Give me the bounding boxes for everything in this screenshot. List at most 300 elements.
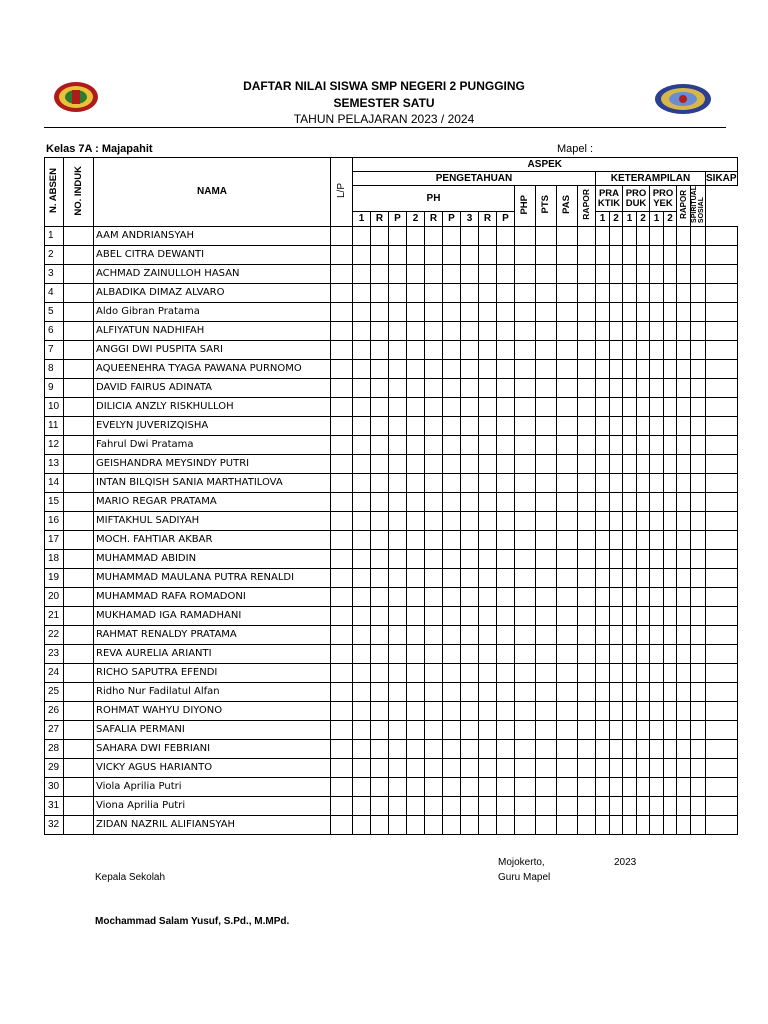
grade-cell[interactable] (637, 777, 650, 796)
grade-cell[interactable] (497, 340, 515, 359)
grade-cell[interactable] (623, 340, 637, 359)
student-induk-cell[interactable] (64, 530, 94, 549)
grade-cell[interactable] (353, 378, 371, 397)
grade-cell[interactable] (706, 644, 738, 663)
grade-cell[interactable] (557, 815, 578, 834)
grade-cell[interactable] (425, 587, 443, 606)
grade-cell[interactable] (497, 625, 515, 644)
grade-cell[interactable] (407, 758, 425, 777)
grade-cell[interactable] (371, 815, 389, 834)
grade-cell[interactable] (371, 777, 389, 796)
grade-cell[interactable] (706, 739, 738, 758)
grade-cell[interactable] (515, 283, 536, 302)
grade-cell[interactable] (691, 530, 706, 549)
grade-cell[interactable] (371, 359, 389, 378)
grade-cell[interactable] (596, 625, 610, 644)
grade-cell[interactable] (425, 264, 443, 283)
grade-cell[interactable] (578, 302, 596, 321)
grade-cell[interactable] (407, 264, 425, 283)
student-induk-cell[interactable] (64, 663, 94, 682)
grade-cell[interactable] (557, 511, 578, 530)
grade-cell[interactable] (677, 777, 691, 796)
grade-cell[interactable] (443, 549, 461, 568)
grade-cell[interactable] (637, 226, 650, 245)
grade-cell[interactable] (461, 473, 479, 492)
grade-cell[interactable] (461, 815, 479, 834)
grade-cell[interactable] (623, 416, 637, 435)
grade-cell[interactable] (497, 283, 515, 302)
grade-cell[interactable] (677, 321, 691, 340)
grade-cell[interactable] (637, 340, 650, 359)
grade-cell[interactable] (443, 815, 461, 834)
grade-cell[interactable] (596, 416, 610, 435)
grade-cell[interactable] (578, 606, 596, 625)
grade-cell[interactable] (407, 340, 425, 359)
grade-cell[interactable] (557, 796, 578, 815)
grade-cell[interactable] (557, 321, 578, 340)
grade-cell[interactable] (479, 815, 497, 834)
grade-cell[interactable] (331, 492, 353, 511)
grade-cell[interactable] (706, 720, 738, 739)
grade-cell[interactable] (389, 796, 407, 815)
student-induk-cell[interactable] (64, 302, 94, 321)
grade-cell[interactable] (389, 283, 407, 302)
grade-cell[interactable] (497, 777, 515, 796)
grade-cell[interactable] (425, 435, 443, 454)
grade-cell[interactable] (610, 568, 623, 587)
grade-cell[interactable] (443, 302, 461, 321)
grade-cell[interactable] (497, 359, 515, 378)
grade-cell[interactable] (664, 739, 677, 758)
grade-cell[interactable] (353, 321, 371, 340)
grade-cell[interactable] (650, 435, 664, 454)
grade-cell[interactable] (353, 226, 371, 245)
grade-cell[interactable] (664, 492, 677, 511)
grade-cell[interactable] (389, 815, 407, 834)
student-induk-cell[interactable] (64, 454, 94, 473)
grade-cell[interactable] (664, 777, 677, 796)
grade-cell[interactable] (443, 321, 461, 340)
grade-cell[interactable] (479, 701, 497, 720)
grade-cell[interactable] (664, 625, 677, 644)
grade-cell[interactable] (677, 815, 691, 834)
student-induk-cell[interactable] (64, 758, 94, 777)
grade-cell[interactable] (706, 416, 738, 435)
grade-cell[interactable] (371, 701, 389, 720)
grade-cell[interactable] (691, 435, 706, 454)
grade-cell[interactable] (610, 302, 623, 321)
grade-cell[interactable] (515, 264, 536, 283)
grade-cell[interactable] (650, 359, 664, 378)
grade-cell[interactable] (497, 226, 515, 245)
grade-cell[interactable] (610, 245, 623, 264)
grade-cell[interactable] (425, 321, 443, 340)
grade-cell[interactable] (596, 359, 610, 378)
grade-cell[interactable] (479, 283, 497, 302)
grade-cell[interactable] (557, 606, 578, 625)
grade-cell[interactable] (515, 492, 536, 511)
grade-cell[interactable] (353, 587, 371, 606)
grade-cell[interactable] (623, 701, 637, 720)
grade-cell[interactable] (677, 587, 691, 606)
grade-cell[interactable] (515, 739, 536, 758)
grade-cell[interactable] (650, 587, 664, 606)
grade-cell[interactable] (461, 568, 479, 587)
grade-cell[interactable] (664, 511, 677, 530)
grade-cell[interactable] (650, 226, 664, 245)
grade-cell[interactable] (353, 796, 371, 815)
grade-cell[interactable] (371, 245, 389, 264)
grade-cell[interactable] (331, 739, 353, 758)
grade-cell[interactable] (479, 568, 497, 587)
grade-cell[interactable] (706, 606, 738, 625)
grade-cell[interactable] (623, 454, 637, 473)
grade-cell[interactable] (407, 644, 425, 663)
grade-cell[interactable] (637, 758, 650, 777)
grade-cell[interactable] (637, 245, 650, 264)
grade-cell[interactable] (389, 245, 407, 264)
grade-cell[interactable] (623, 473, 637, 492)
grade-cell[interactable] (596, 568, 610, 587)
grade-cell[interactable] (691, 492, 706, 511)
grade-cell[interactable] (331, 644, 353, 663)
grade-cell[interactable] (691, 473, 706, 492)
grade-cell[interactable] (706, 435, 738, 454)
grade-cell[interactable] (623, 245, 637, 264)
grade-cell[interactable] (371, 720, 389, 739)
grade-cell[interactable] (596, 302, 610, 321)
grade-cell[interactable] (515, 644, 536, 663)
grade-cell[interactable] (623, 625, 637, 644)
grade-cell[interactable] (443, 720, 461, 739)
grade-cell[interactable] (497, 568, 515, 587)
grade-cell[interactable] (557, 777, 578, 796)
grade-cell[interactable] (637, 473, 650, 492)
grade-cell[interactable] (353, 644, 371, 663)
grade-cell[interactable] (425, 473, 443, 492)
grade-cell[interactable] (536, 682, 557, 701)
grade-cell[interactable] (497, 644, 515, 663)
student-induk-cell[interactable] (64, 549, 94, 568)
grade-cell[interactable] (515, 454, 536, 473)
grade-cell[interactable] (479, 758, 497, 777)
grade-cell[interactable] (610, 606, 623, 625)
grade-cell[interactable] (461, 739, 479, 758)
grade-cell[interactable] (407, 226, 425, 245)
grade-cell[interactable] (578, 226, 596, 245)
grade-cell[interactable] (331, 530, 353, 549)
grade-cell[interactable] (371, 587, 389, 606)
grade-cell[interactable] (371, 264, 389, 283)
grade-cell[interactable] (443, 454, 461, 473)
grade-cell[interactable] (479, 777, 497, 796)
grade-cell[interactable] (331, 815, 353, 834)
grade-cell[interactable] (596, 264, 610, 283)
grade-cell[interactable] (578, 435, 596, 454)
grade-cell[interactable] (515, 701, 536, 720)
grade-cell[interactable] (425, 511, 443, 530)
grade-cell[interactable] (479, 302, 497, 321)
grade-cell[interactable] (610, 701, 623, 720)
grade-cell[interactable] (407, 587, 425, 606)
grade-cell[interactable] (578, 682, 596, 701)
grade-cell[interactable] (536, 625, 557, 644)
grade-cell[interactable] (389, 264, 407, 283)
grade-cell[interactable] (637, 264, 650, 283)
grade-cell[interactable] (331, 283, 353, 302)
grade-cell[interactable] (371, 644, 389, 663)
grade-cell[interactable] (497, 606, 515, 625)
grade-cell[interactable] (706, 682, 738, 701)
grade-cell[interactable] (479, 416, 497, 435)
grade-cell[interactable] (691, 264, 706, 283)
student-induk-cell[interactable] (64, 321, 94, 340)
grade-cell[interactable] (536, 796, 557, 815)
grade-cell[interactable] (650, 663, 664, 682)
grade-cell[interactable] (596, 549, 610, 568)
grade-cell[interactable] (596, 321, 610, 340)
grade-cell[interactable] (407, 283, 425, 302)
grade-cell[interactable] (425, 340, 443, 359)
grade-cell[interactable] (443, 796, 461, 815)
grade-cell[interactable] (461, 340, 479, 359)
grade-cell[interactable] (578, 568, 596, 587)
grade-cell[interactable] (610, 663, 623, 682)
grade-cell[interactable] (706, 340, 738, 359)
grade-cell[interactable] (425, 549, 443, 568)
grade-cell[interactable] (557, 587, 578, 606)
grade-cell[interactable] (691, 815, 706, 834)
grade-cell[interactable] (677, 397, 691, 416)
grade-cell[interactable] (664, 283, 677, 302)
grade-cell[interactable] (664, 796, 677, 815)
grade-cell[interactable] (425, 378, 443, 397)
grade-cell[interactable] (425, 454, 443, 473)
grade-cell[interactable] (677, 682, 691, 701)
grade-cell[interactable] (443, 663, 461, 682)
grade-cell[interactable] (331, 758, 353, 777)
student-induk-cell[interactable] (64, 568, 94, 587)
grade-cell[interactable] (497, 454, 515, 473)
grade-cell[interactable] (425, 777, 443, 796)
grade-cell[interactable] (610, 549, 623, 568)
grade-cell[interactable] (461, 663, 479, 682)
grade-cell[interactable] (650, 568, 664, 587)
grade-cell[interactable] (610, 720, 623, 739)
grade-cell[interactable] (407, 663, 425, 682)
grade-cell[interactable] (461, 416, 479, 435)
grade-cell[interactable] (536, 815, 557, 834)
student-induk-cell[interactable] (64, 397, 94, 416)
grade-cell[interactable] (677, 454, 691, 473)
grade-cell[interactable] (353, 739, 371, 758)
grade-cell[interactable] (623, 606, 637, 625)
grade-cell[interactable] (407, 492, 425, 511)
grade-cell[interactable] (461, 302, 479, 321)
grade-cell[interactable] (371, 340, 389, 359)
grade-cell[interactable] (706, 302, 738, 321)
grade-cell[interactable] (623, 777, 637, 796)
grade-cell[interactable] (596, 435, 610, 454)
grade-cell[interactable] (637, 397, 650, 416)
grade-cell[interactable] (677, 340, 691, 359)
student-induk-cell[interactable] (64, 815, 94, 834)
grade-cell[interactable] (425, 758, 443, 777)
grade-cell[interactable] (443, 473, 461, 492)
grade-cell[interactable] (515, 625, 536, 644)
grade-cell[interactable] (706, 378, 738, 397)
grade-cell[interactable] (443, 701, 461, 720)
grade-cell[interactable] (407, 701, 425, 720)
grade-cell[interactable] (578, 739, 596, 758)
grade-cell[interactable] (557, 454, 578, 473)
grade-cell[interactable] (677, 473, 691, 492)
grade-cell[interactable] (557, 549, 578, 568)
grade-cell[interactable] (353, 511, 371, 530)
grade-cell[interactable] (425, 245, 443, 264)
grade-cell[interactable] (677, 606, 691, 625)
grade-cell[interactable] (425, 644, 443, 663)
grade-cell[interactable] (536, 739, 557, 758)
grade-cell[interactable] (443, 587, 461, 606)
grade-cell[interactable] (479, 511, 497, 530)
grade-cell[interactable] (536, 340, 557, 359)
grade-cell[interactable] (664, 454, 677, 473)
grade-cell[interactable] (497, 397, 515, 416)
grade-cell[interactable] (610, 226, 623, 245)
grade-cell[interactable] (515, 568, 536, 587)
grade-cell[interactable] (664, 226, 677, 245)
grade-cell[interactable] (623, 568, 637, 587)
grade-cell[interactable] (389, 473, 407, 492)
grade-cell[interactable] (479, 492, 497, 511)
grade-cell[interactable] (596, 777, 610, 796)
grade-cell[interactable] (706, 758, 738, 777)
grade-cell[interactable] (536, 587, 557, 606)
grade-cell[interactable] (389, 226, 407, 245)
grade-cell[interactable] (371, 321, 389, 340)
grade-cell[interactable] (331, 606, 353, 625)
grade-cell[interactable] (515, 530, 536, 549)
grade-cell[interactable] (371, 397, 389, 416)
grade-cell[interactable] (425, 397, 443, 416)
grade-cell[interactable] (578, 492, 596, 511)
grade-cell[interactable] (353, 302, 371, 321)
grade-cell[interactable] (637, 796, 650, 815)
grade-cell[interactable] (557, 720, 578, 739)
grade-cell[interactable] (497, 682, 515, 701)
grade-cell[interactable] (479, 682, 497, 701)
grade-cell[interactable] (407, 435, 425, 454)
grade-cell[interactable] (389, 416, 407, 435)
grade-cell[interactable] (536, 720, 557, 739)
grade-cell[interactable] (691, 758, 706, 777)
grade-cell[interactable] (536, 302, 557, 321)
grade-cell[interactable] (677, 796, 691, 815)
grade-cell[interactable] (371, 492, 389, 511)
grade-cell[interactable] (461, 283, 479, 302)
grade-cell[interactable] (443, 530, 461, 549)
grade-cell[interactable] (623, 663, 637, 682)
grade-cell[interactable] (557, 226, 578, 245)
grade-cell[interactable] (353, 264, 371, 283)
grade-cell[interactable] (677, 245, 691, 264)
student-induk-cell[interactable] (64, 416, 94, 435)
grade-cell[interactable] (637, 606, 650, 625)
grade-cell[interactable] (677, 758, 691, 777)
student-induk-cell[interactable] (64, 796, 94, 815)
grade-cell[interactable] (353, 454, 371, 473)
grade-cell[interactable] (443, 758, 461, 777)
grade-cell[interactable] (557, 568, 578, 587)
grade-cell[interactable] (578, 359, 596, 378)
grade-cell[interactable] (443, 625, 461, 644)
grade-cell[interactable] (461, 796, 479, 815)
grade-cell[interactable] (331, 321, 353, 340)
grade-cell[interactable] (479, 378, 497, 397)
grade-cell[interactable] (389, 739, 407, 758)
grade-cell[interactable] (557, 530, 578, 549)
grade-cell[interactable] (536, 264, 557, 283)
grade-cell[interactable] (557, 378, 578, 397)
grade-cell[interactable] (461, 606, 479, 625)
grade-cell[interactable] (536, 378, 557, 397)
grade-cell[interactable] (557, 739, 578, 758)
grade-cell[interactable] (557, 663, 578, 682)
grade-cell[interactable] (536, 701, 557, 720)
grade-cell[interactable] (637, 454, 650, 473)
grade-cell[interactable] (353, 435, 371, 454)
grade-cell[interactable] (706, 454, 738, 473)
grade-cell[interactable] (479, 549, 497, 568)
grade-cell[interactable] (650, 321, 664, 340)
grade-cell[interactable] (557, 359, 578, 378)
grade-cell[interactable] (623, 758, 637, 777)
grade-cell[interactable] (623, 720, 637, 739)
grade-cell[interactable] (677, 549, 691, 568)
grade-cell[interactable] (497, 739, 515, 758)
grade-cell[interactable] (691, 511, 706, 530)
grade-cell[interactable] (515, 378, 536, 397)
student-induk-cell[interactable] (64, 492, 94, 511)
grade-cell[interactable] (497, 264, 515, 283)
grade-cell[interactable] (596, 473, 610, 492)
grade-cell[interactable] (443, 397, 461, 416)
grade-cell[interactable] (443, 682, 461, 701)
grade-cell[interactable] (461, 492, 479, 511)
grade-cell[interactable] (650, 644, 664, 663)
grade-cell[interactable] (497, 815, 515, 834)
grade-cell[interactable] (578, 796, 596, 815)
grade-cell[interactable] (610, 511, 623, 530)
grade-cell[interactable] (557, 416, 578, 435)
grade-cell[interactable] (389, 663, 407, 682)
grade-cell[interactable] (691, 777, 706, 796)
grade-cell[interactable] (691, 283, 706, 302)
grade-cell[interactable] (536, 245, 557, 264)
grade-cell[interactable] (664, 321, 677, 340)
grade-cell[interactable] (536, 226, 557, 245)
grade-cell[interactable] (515, 758, 536, 777)
grade-cell[interactable] (637, 644, 650, 663)
grade-cell[interactable] (353, 682, 371, 701)
grade-cell[interactable] (706, 359, 738, 378)
grade-cell[interactable] (443, 777, 461, 796)
grade-cell[interactable] (677, 644, 691, 663)
grade-cell[interactable] (610, 340, 623, 359)
grade-cell[interactable] (497, 378, 515, 397)
grade-cell[interactable] (691, 663, 706, 682)
